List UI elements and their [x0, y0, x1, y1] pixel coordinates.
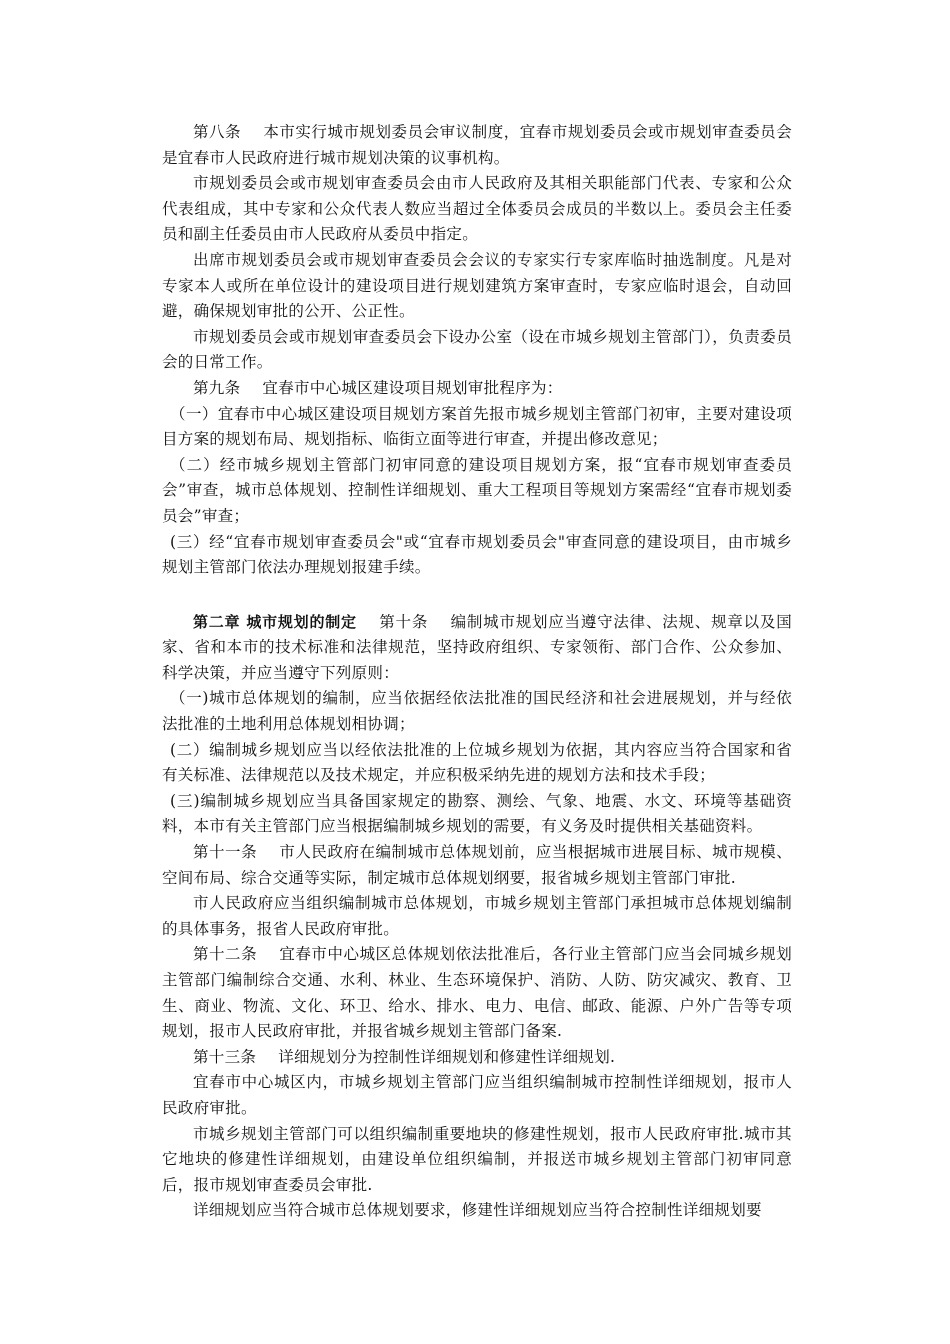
chapter-2-paragraph — [162, 610, 792, 687]
paragraph: 市规划委员会或市规划审查委员会下设办公室（设在市城乡规划主管部门），负责委员会的日常工作。 — [162, 327, 792, 372]
list-item: (三)编制城乡规划应当具备国家规定的勘察、测绘、气象、地震、水文、环境等基础资料，本市有关主管部门应当根据编制城乡规划的需要，有义务及时提供相关基础资料。 — [162, 791, 792, 836]
article-9-paragraph — [162, 376, 792, 402]
list-item: （二）经市城乡规划主管部门初审同意的建设项目规划方案，报“宜春市规划审查委员会”审查，城市总体规划、控制性详细规划、重大工程项目等规划方案需经“宜春市规划委员会”审查； — [162, 455, 792, 525]
list-item: (三）经“宜春市规划审查委员会"或“宜春市规划委员会"审查同意的建设项目，由市城乡规划主管部门依法办理规划报建手续。 — [162, 532, 792, 577]
article-text: 编制城市规划应当遵守法律、法规、规章以及国家、省和本市的技术标准和法律规范，坚持政府组织、专家领衔、部门合作、公众参加、科学决策，并应当遵守下列原则： — [162, 612, 792, 682]
article-text: 市人民政府在编制城市总体规划前，应当根据城市进展目标、城市规模、空间布局、综合交通等实际，制定城市总体规划纲要，报省城乡规划主管部门审批. — [162, 843, 793, 887]
article-text: 宜春市中心城区建设项目规划审批程序为： — [262, 378, 563, 397]
article-label: 第八条 — [193, 123, 242, 141]
paragraph: 市规划委员会或市规划审查委员会由市人民政府及其相关职能部门代表、专家和公众代表组成，其中专家和公众代表人数应当超过全体委员会成员的半数以上。委员会主任委员和副主任委员由市人民政府从委员中指定。 — [162, 174, 792, 244]
paragraph: 市城乡规划主管部门可以组织编制重要地块的修建性规划，报市人民政府审批.城市其它地块的修建性详细规划，由建设单位组织编制，并报送市城乡规划主管部门初审同意后，报市规划审查委员会审批. — [162, 1124, 792, 1194]
chapter-heading: 第二章 城市规划的制定 — [193, 612, 357, 631]
list-item: (二）编制城乡规划应当以经依法批准的上位城乡规划为依据，其内容应当符合国家和省有关标准、法律规范以及技术规定，并应积极采纳先进的规划方法和技术手段； — [162, 740, 792, 785]
article-label: 第九条 — [193, 378, 241, 397]
article-12-paragraph — [162, 942, 792, 1044]
list-item: （一）宜春市中心城区建设项目规划方案首先报市城乡规划主管部门初审，主要对建设项目方案的规划布局、规划指标、临街立面等进行审查，并提出修改意见； — [162, 404, 792, 449]
article-label: 第十一条 — [193, 843, 258, 862]
paragraph: 市人民政府应当组织编制城市总体规划，市城乡规划主管部门承担城市总体规划编制的具体事务，报省人民政府审批。 — [162, 894, 792, 938]
article-label: 第十二条 — [193, 945, 258, 964]
article-label: 第十条 — [378, 612, 429, 631]
article-8-paragraph — [162, 120, 792, 171]
article-label: 第十三条 — [193, 1047, 257, 1066]
article-text: 本市实行城市规划委员会审议制度，宜春市规划委员会或市规划审查委员会是宜春市人民政府进行城市规划决策的议事机构。 — [162, 123, 793, 167]
article-13-paragraph — [162, 1045, 792, 1071]
paragraph: 出席市规划委员会或市规划审查委员会会议的专家实行专家库临时抽选制度。凡是对专家本人或所在单位设计的建设项目进行规划建筑方案审查时，专家应临时退会，自动回避，确保规划审批的公开、公正性。 — [162, 250, 792, 321]
paragraph: 详细规划应当符合城市总体规划要求，修建性详细规划应当符合控制性详细规划要 — [193, 1201, 762, 1220]
list-item: （一)城市总体规划的编制，应当依据经依法批准的国民经济和社会进展规划，并与经依法批准的土地利用总体规划相协调； — [162, 689, 792, 734]
document-page — [162, 120, 792, 1224]
article-text: 详细规划分为控制性详细规划和修建性详细规划. — [278, 1047, 616, 1066]
article-11-paragraph — [162, 840, 792, 891]
article-text: 宜春市中心城区总体规划依法批准后，各行业主管部门应当会同城乡规划主管部门编制综合交通、水利、林业、生态环境保护、消防、人防、防灾减灾、教育、卫生、商业、物流、文化、环卫、给水、排水、电力、电信、邮政、能源、户外广告等专项规划，报市人民政府审批，并报省城乡规划主管部门备案. — [162, 945, 793, 1041]
paragraph: 宜春市中心城区内，市城乡规划主管部门应当组织编制城市控制性详细规划，报市人民政府审批。 — [162, 1073, 792, 1117]
